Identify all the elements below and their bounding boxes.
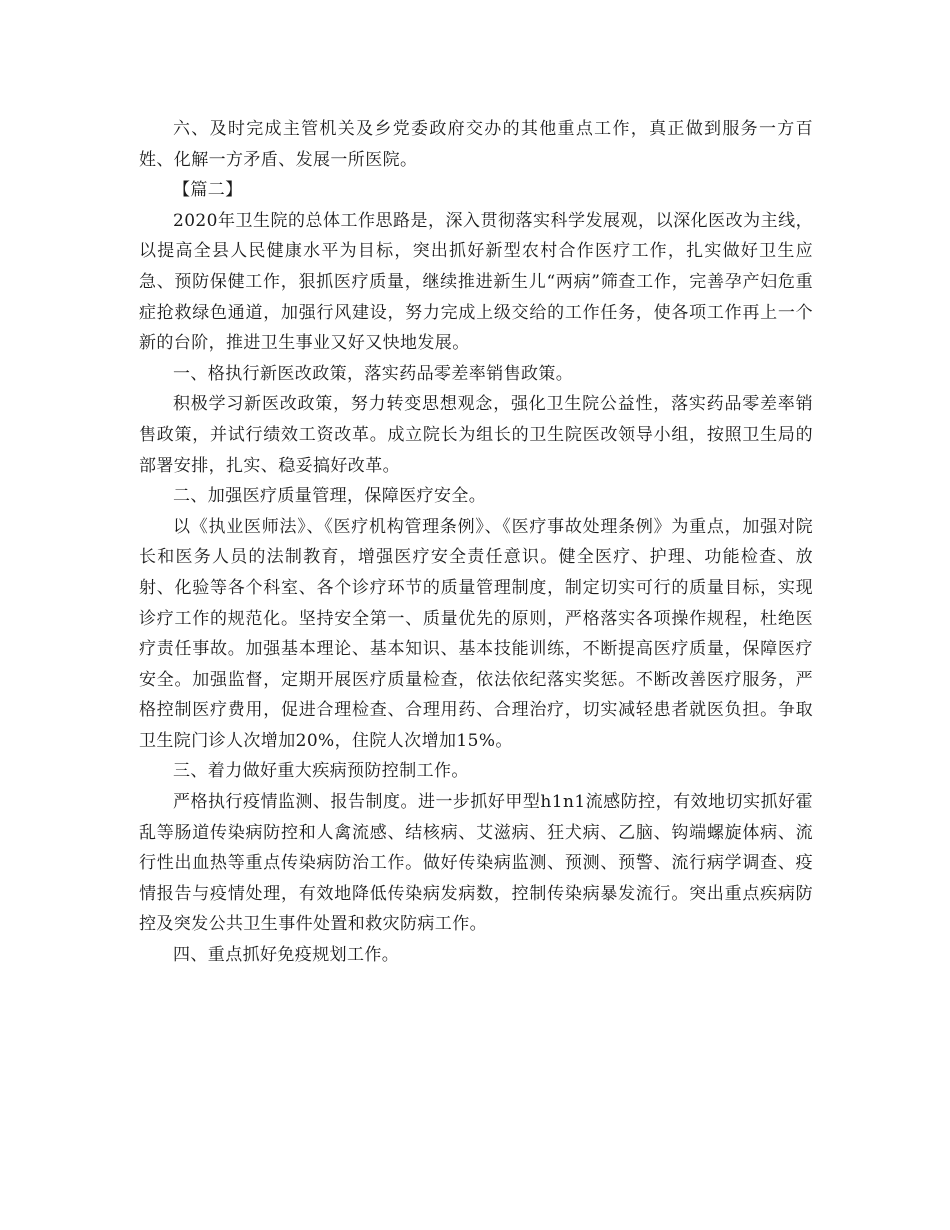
paragraph-section-2: 以《执业医师法》、《医疗机构管理条例》、《医疗事故处理条例》为重点，加强对院长和医务人员的法制教育，增强医疗安全责任意识。健全医疗、护理、功能检查、放射、化验等各个科室、各个诊疗环节的质量管理制度，制定切实可行的质量目标，实现诊疗工作的规范化。坚持安全第一、质量优先的原则，严格落实各项操作规程，杜绝医疗责任事故。加强基本理论、基本知识、基本技能训练，不断提高医疗质量，保障医疗安全。加强监督，定期开展医疗质量检查，依法依纪落实奖惩。不断改善医疗服务，严格控制医疗费用，促进合理检查、合理用药、合理治疗，切实减轻患者就医负担。争取卫生院门诊人次增加20%，住院人次增加15%。 — [139, 516, 813, 751]
heading-section-3: 三、着力做好重大疾病预防控制工作。 — [173, 761, 469, 782]
heading-section-2: 二、加强医疗质量管理，保障医疗安全。 — [173, 486, 487, 507]
section-heading-part-two: 【篇二】 — [173, 180, 243, 201]
heading-section-4: 四、重点抓好免疫规划工作。 — [173, 945, 400, 966]
heading-section-1: 一、格执行新医改政策，落实药品零差率销售政策。 — [173, 363, 574, 384]
paragraph-section-1: 积极学习新医改政策，努力转变思想观念，强化卫生院公益性，落实药品零差率销售政策，并试行绩效工资改革。成立院长为组长的卫生院医改领导小组，按照卫生局的部署安排，扎实、稳妥搞好改革。 — [139, 394, 813, 476]
document-body — [139, 114, 813, 971]
paragraph-section-3: 严格执行疫情监测、报告制度。进一步抓好甲型h1n1流感防控，有效地切实抓好霍乱等肠道传染病防控和人禽流感、结核病、艾滋病、狂犬病、乙脑、钩端螺旋体病、流行性出血热等重点传染病防治工作。做好传染病监测、预测、预警、流行病学调查、疫情报告与疫情处理，有效地降低传染病发病数，控制传染病暴发流行。突出重点疾病防控及突发公共卫生事件处置和救灾防病工作。 — [139, 792, 813, 935]
paragraph-overall-approach: 2020年卫生院的总体工作思路是，深入贯彻落实科学发展观，以深化医改为主线，以提高全县人民健康水平为目标，突出抓好新型农村合作医疗工作，扎实做好卫生应急、预防保健工作，狠抓医疗质量，继续推进新生儿“两病”筛查工作，完善孕产妇危重症抢救绿色通道，加强行风建设，努力完成上级交给的工作任务，使各项工作再上一个新的台阶，推进卫生事业又好又快地发展。 — [139, 210, 813, 354]
paragraph-item-6: 六、及时完成主管机关及乡党委政府交办的其他重点工作，真正做到服务一方百姓、化解一方矛盾、发展一所医院。 — [139, 119, 813, 170]
